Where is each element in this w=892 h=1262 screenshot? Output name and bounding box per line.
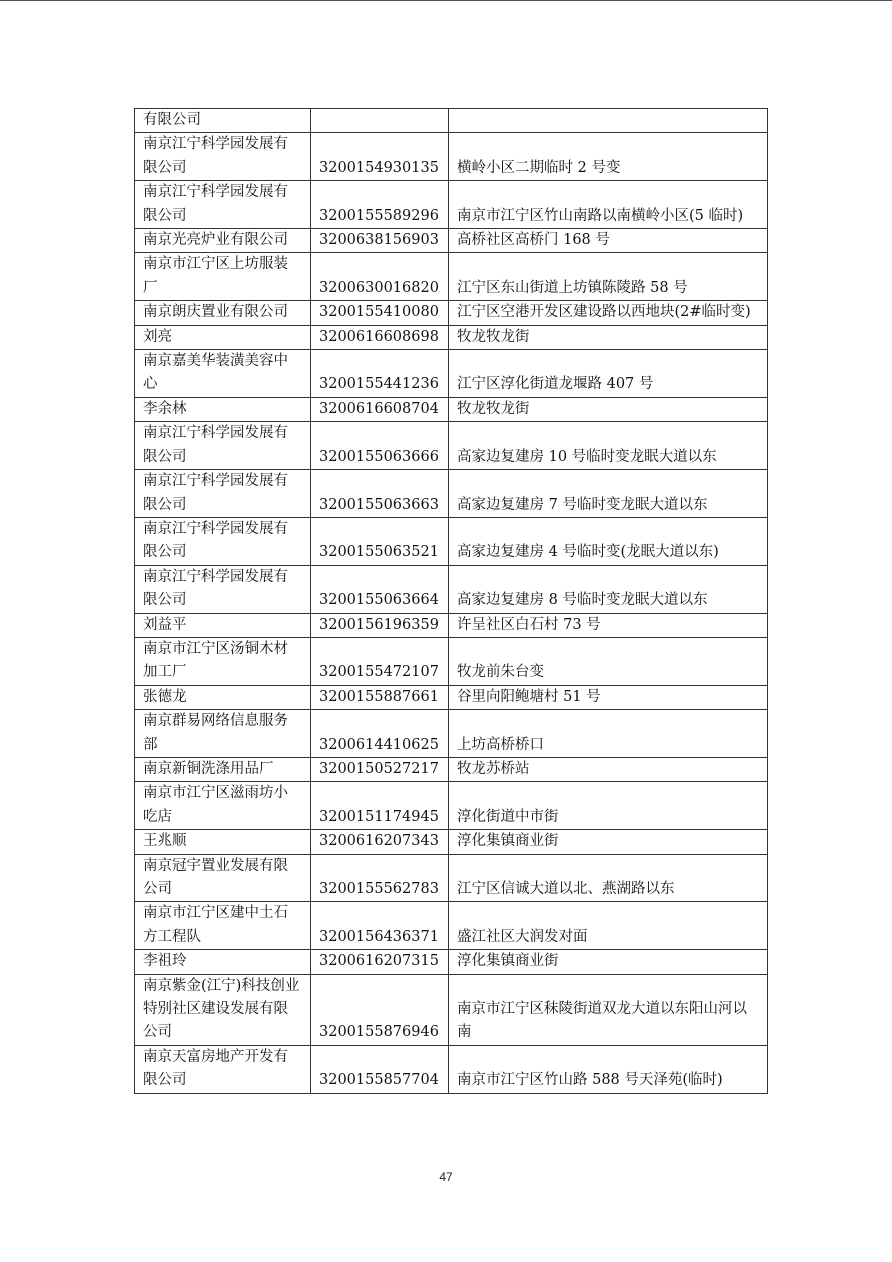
table-row xyxy=(135,782,768,830)
table-row xyxy=(135,854,768,902)
account-number-cell: 3200638156903 xyxy=(311,229,449,253)
company-name-cell: 南京江宁科学园发展有限公司 xyxy=(135,133,311,181)
table-row xyxy=(135,301,768,325)
address-cell: 淳化街道中市街 xyxy=(449,782,768,830)
account-number-cell: 3200616608698 xyxy=(311,325,449,349)
table-row xyxy=(135,325,768,349)
address-cell: 高家边复建房 4 号临时变(龙眠大道以东) xyxy=(449,517,768,565)
account-number-cell: 3200150527217 xyxy=(311,757,449,781)
company-name-cell: 李余林 xyxy=(135,397,311,421)
account-number-cell: 3200156436371 xyxy=(311,902,449,950)
company-name-cell: 南京江宁科学园发展有限公司 xyxy=(135,181,311,229)
table-row xyxy=(135,253,768,301)
address-cell: 许呈社区白石村 73 号 xyxy=(449,613,768,637)
company-name-cell: 南京冠宇置业发展有限公司 xyxy=(135,854,311,902)
company-name-cell: 南京嘉美华装潢美容中心 xyxy=(135,350,311,398)
table-row xyxy=(135,133,768,181)
table-row xyxy=(135,1045,768,1093)
address-cell: 横岭小区二期临时 2 号变 xyxy=(449,133,768,181)
address-cell: 高家边复建房 8 号临时变龙眠大道以东 xyxy=(449,565,768,613)
company-name-cell: 南京江宁科学园发展有限公司 xyxy=(135,470,311,518)
account-number-cell: 3200155472107 xyxy=(311,637,449,685)
account-number-cell: 3200155410080 xyxy=(311,301,449,325)
account-number-cell: 3200616207315 xyxy=(311,950,449,974)
company-name-cell: 南京天富房地产开发有限公司 xyxy=(135,1045,311,1093)
account-number-cell: 3200616608704 xyxy=(311,397,449,421)
customer-table xyxy=(134,108,768,1094)
address-cell: 牧龙牧龙街 xyxy=(449,325,768,349)
company-name-cell: 南京市江宁区汤铜木材加工厂 xyxy=(135,637,311,685)
address-cell: 高家边复建房 7 号临时变龙眠大道以东 xyxy=(449,470,768,518)
address-cell: 牧龙牧龙街 xyxy=(449,397,768,421)
table-row xyxy=(135,637,768,685)
company-name-cell: 南京紫金(江宁)科技创业特别社区建设发展有限公司 xyxy=(135,974,311,1045)
company-name-cell: 南京市江宁区滋雨坊小吃店 xyxy=(135,782,311,830)
company-name-cell: 刘亮 xyxy=(135,325,311,349)
account-number-cell: 3200616207343 xyxy=(311,830,449,854)
address-cell: 南京市江宁区秣陵街道双龙大道以东阳山河以南 xyxy=(449,974,768,1045)
company-name-cell: 李祖玲 xyxy=(135,950,311,974)
company-name-cell: 王兆顺 xyxy=(135,830,311,854)
table-row xyxy=(135,613,768,637)
address-cell: 淳化集镇商业街 xyxy=(449,950,768,974)
account-number-cell: 3200155063666 xyxy=(311,422,449,470)
address-cell: 南京市江宁区竹山路 588 号天泽苑(临时) xyxy=(449,1045,768,1093)
table-row xyxy=(135,974,768,1045)
table-row xyxy=(135,757,768,781)
account-number-cell: 3200155887661 xyxy=(311,685,449,709)
page-top-rule xyxy=(0,0,892,1)
table-row xyxy=(135,350,768,398)
address-cell: 南京市江宁区竹山南路以南横岭小区(5 临时) xyxy=(449,181,768,229)
table-row xyxy=(135,229,768,253)
company-name-cell: 刘益平 xyxy=(135,613,311,637)
account-number-cell xyxy=(311,109,449,133)
account-number-cell: 3200151174945 xyxy=(311,782,449,830)
company-name-cell: 张德龙 xyxy=(135,685,311,709)
company-name-cell: 南京市江宁区上坊服装厂 xyxy=(135,253,311,301)
account-number-cell: 3200155562783 xyxy=(311,854,449,902)
table-row xyxy=(135,950,768,974)
customer-table-body xyxy=(135,109,768,1094)
account-number-cell: 3200154930135 xyxy=(311,133,449,181)
address-cell: 江宁区信诚大道以北、燕湖路以东 xyxy=(449,854,768,902)
table-row xyxy=(135,397,768,421)
address-cell: 上坊高桥桥口 xyxy=(449,710,768,758)
address-cell: 江宁区空港开发区建设路以西地块(2#临时变) xyxy=(449,301,768,325)
table-row xyxy=(135,422,768,470)
account-number-cell: 3200155876946 xyxy=(311,974,449,1045)
page-number: 47 xyxy=(439,1170,453,1184)
account-number-cell: 3200155589296 xyxy=(311,181,449,229)
table-row xyxy=(135,685,768,709)
company-name-cell: 南京市江宁区建中土石方工程队 xyxy=(135,902,311,950)
table-row xyxy=(135,565,768,613)
table-row xyxy=(135,710,768,758)
company-name-cell: 有限公司 xyxy=(135,109,311,133)
company-name-cell: 南京江宁科学园发展有限公司 xyxy=(135,565,311,613)
address-cell: 江宁区东山街道上坊镇陈陵路 58 号 xyxy=(449,253,768,301)
account-number-cell: 3200155063664 xyxy=(311,565,449,613)
address-cell: 淳化集镇商业街 xyxy=(449,830,768,854)
company-name-cell: 南京光亮炉业有限公司 xyxy=(135,229,311,253)
company-name-cell: 南京江宁科学园发展有限公司 xyxy=(135,422,311,470)
address-cell: 高家边复建房 10 号临时变龙眠大道以东 xyxy=(449,422,768,470)
address-cell xyxy=(449,109,768,133)
address-cell: 盛江社区大润发对面 xyxy=(449,902,768,950)
company-name-cell: 南京新铜洗涤用品厂 xyxy=(135,757,311,781)
table-row xyxy=(135,470,768,518)
company-name-cell: 南京朗庆置业有限公司 xyxy=(135,301,311,325)
account-number-cell: 3200156196359 xyxy=(311,613,449,637)
table-row xyxy=(135,902,768,950)
address-cell: 牧龙苏桥站 xyxy=(449,757,768,781)
account-number-cell: 3200155857704 xyxy=(311,1045,449,1093)
address-cell: 牧龙前朱台变 xyxy=(449,637,768,685)
company-name-cell: 南京江宁科学园发展有限公司 xyxy=(135,517,311,565)
account-number-cell: 3200630016820 xyxy=(311,253,449,301)
account-number-cell: 3200614410625 xyxy=(311,710,449,758)
table-row xyxy=(135,517,768,565)
table-row xyxy=(135,109,768,133)
address-cell: 高桥社区高桥门 168 号 xyxy=(449,229,768,253)
account-number-cell: 3200155441236 xyxy=(311,350,449,398)
address-cell: 江宁区淳化街道龙堰路 407 号 xyxy=(449,350,768,398)
table-row xyxy=(135,181,768,229)
table-row xyxy=(135,830,768,854)
account-number-cell: 3200155063663 xyxy=(311,470,449,518)
account-number-cell: 3200155063521 xyxy=(311,517,449,565)
company-name-cell: 南京群易网络信息服务部 xyxy=(135,710,311,758)
address-cell: 谷里向阳鲍塘村 51 号 xyxy=(449,685,768,709)
